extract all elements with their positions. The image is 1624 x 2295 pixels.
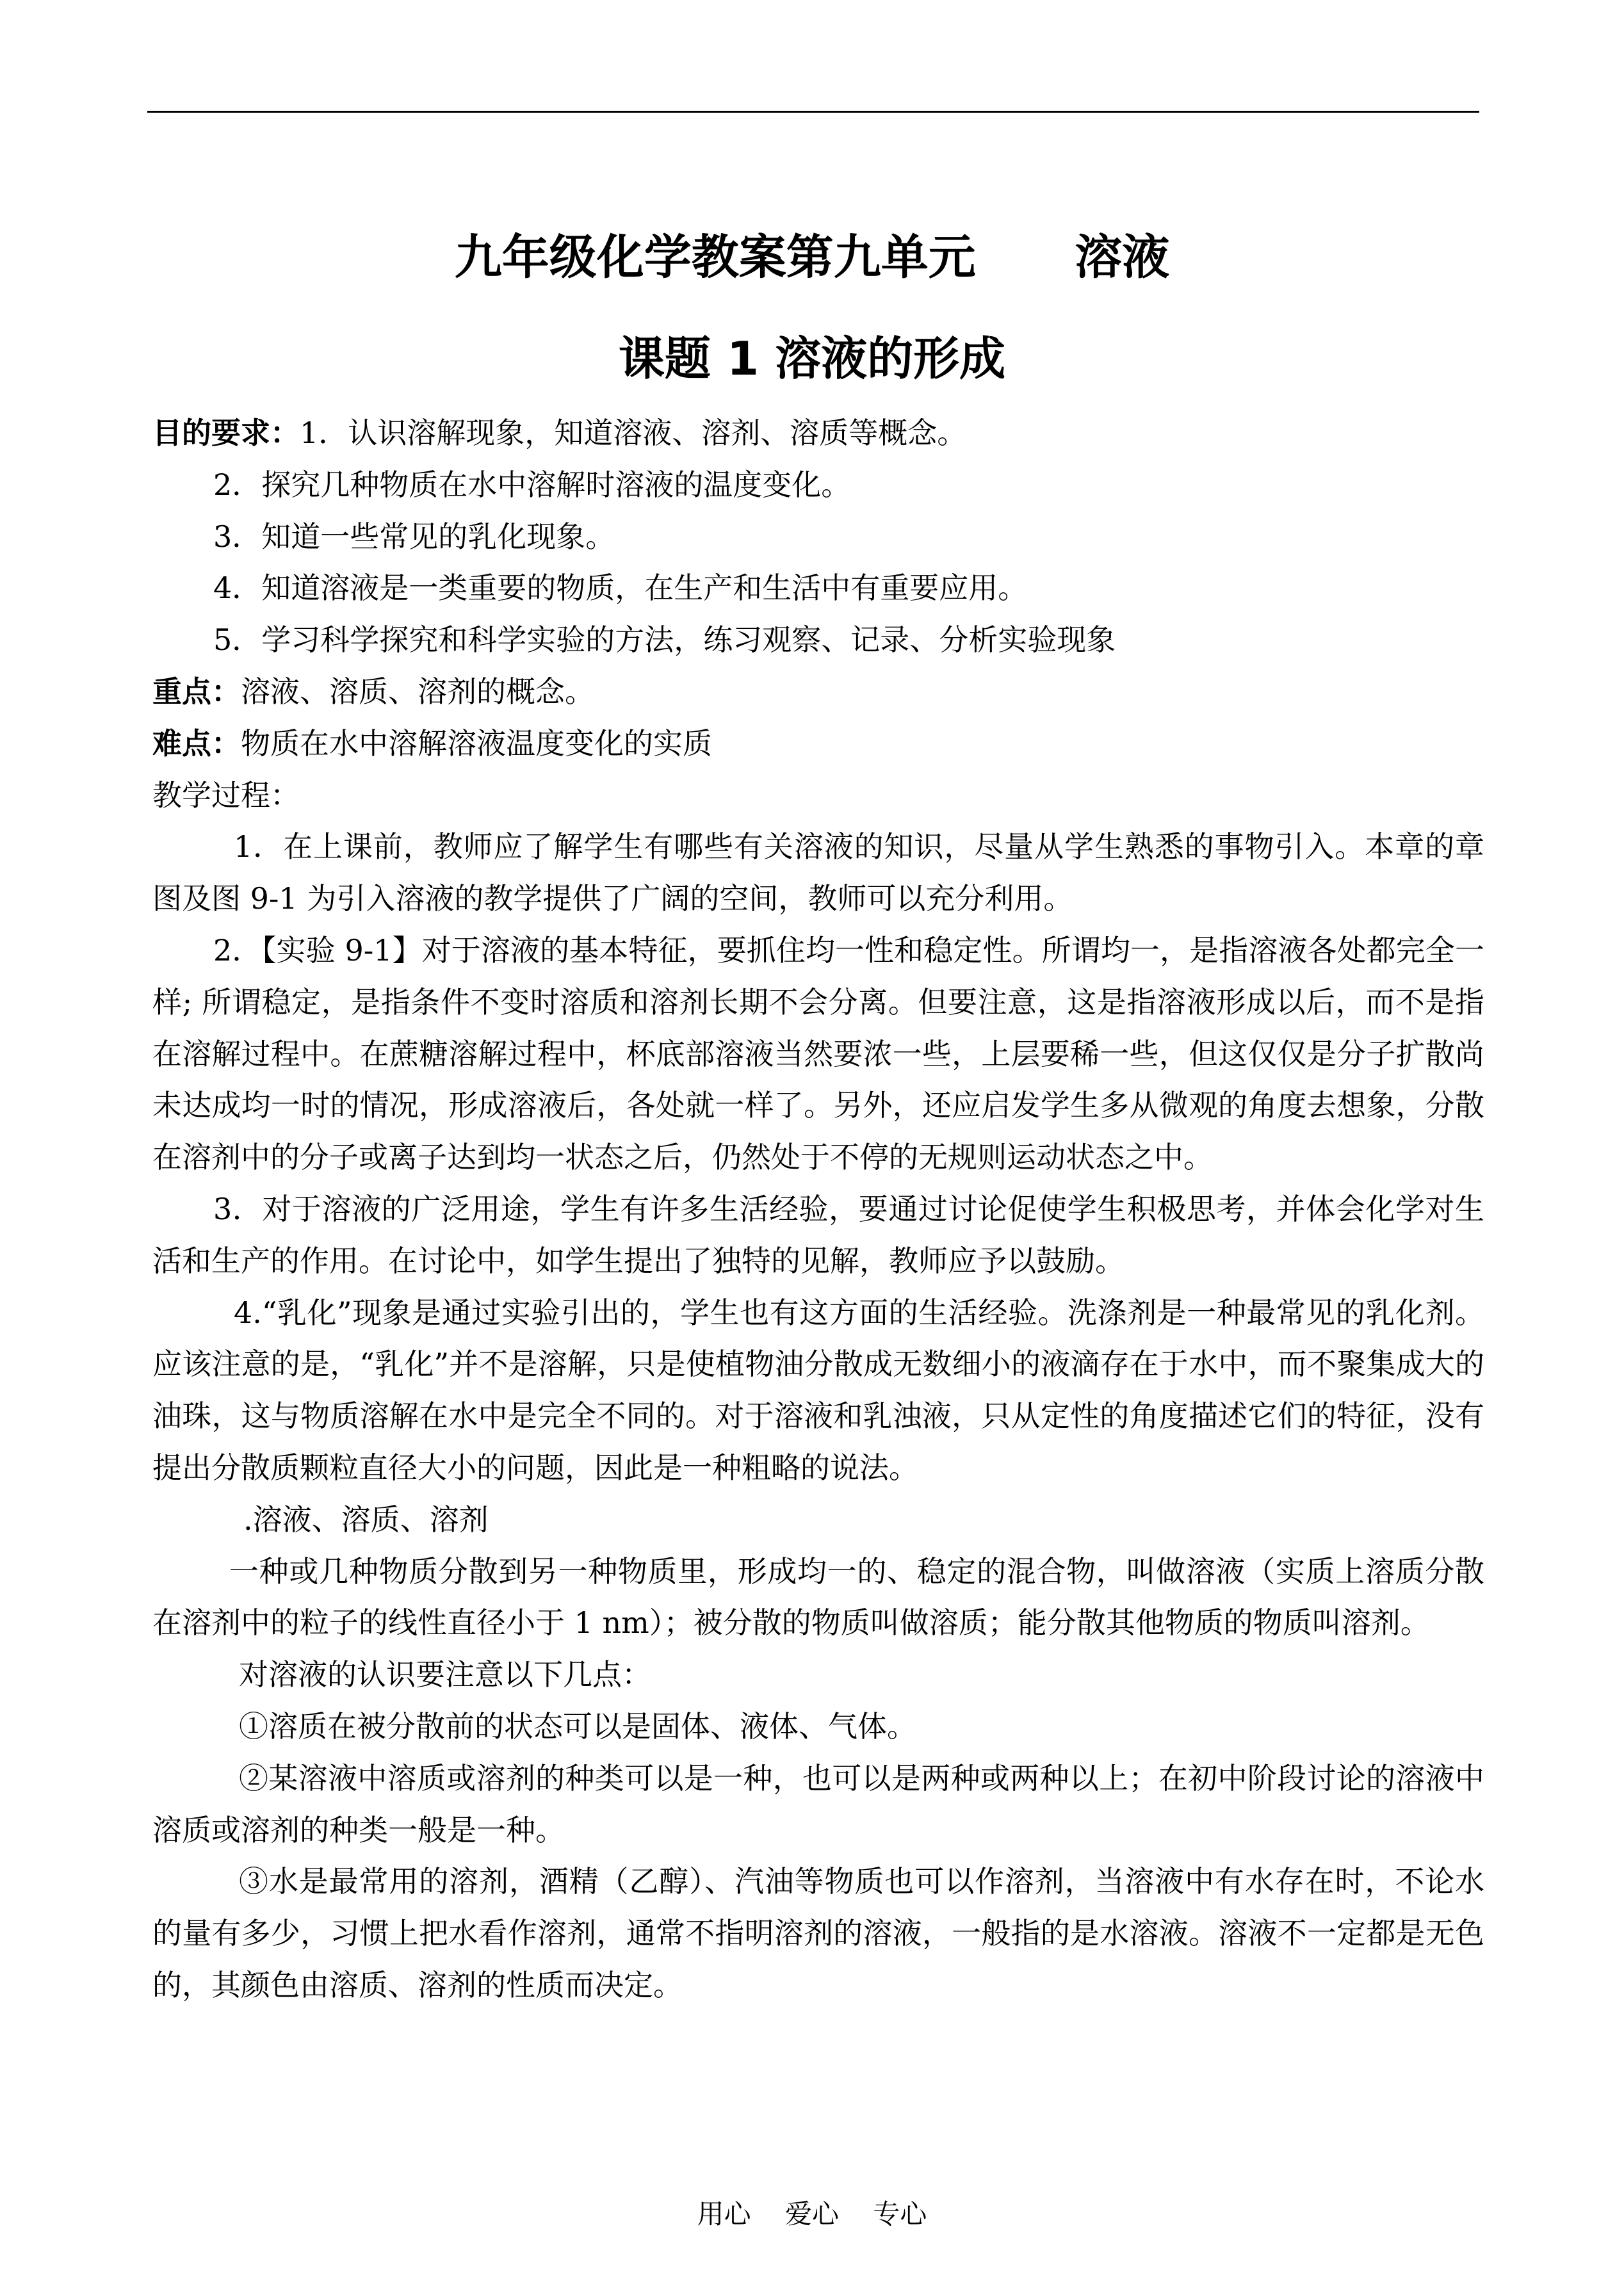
difficult-point-text: 物质在水中溶解溶液温度变化的实质	[241, 726, 712, 761]
definition-paragraph: 一种或几种物质分散到另一种物质里，形成均一的、稳定的混合物，叫做溶液（实质上溶质分散在溶剂中的粒子的线性直径小于 1 nm）；被分散的物质叫做溶质；能分散其他物质的物质叫溶剂。	[152, 1553, 1484, 1641]
note-item: ③水是最常用的溶剂，酒精（乙醇）、汽油等物质也可以作溶剂，当溶液中有水存在时，不论水的量有多少，习惯上把水看作溶剂，通常不指明溶剂的溶液，一般指的是水溶液。溶液不一定都是无色的，其颜色由溶质、溶剂的性质而决定。	[152, 1864, 1484, 2002]
difficult-point-label: 难点：	[152, 726, 241, 761]
process-paragraph: 4.“乳化”现象是通过实验引出的，学生也有这方面的生活经验。洗涤剂是一种最常见的乳化剂。应该注意的是，“乳化”并不是溶解，只是使植物油分散成无数细小的液滴存在于水中，而不聚集成大的油珠，这与物质溶解在水中是完全不同的。对于溶液和乳浊液，只从定性的角度描述它们的特征，没有提出分散质颗粒直径大小的问题，因此是一种粗略的说法。	[152, 1295, 1484, 1485]
page-footer: 用心 爱心 专心	[697, 2198, 927, 2230]
process-paragraph: 2．【实验 9-1】对于溶液的基本特征，要抓住均一性和稳定性。所谓均一，是指溶液各处都完全一样; 所谓稳定，是指条件不变时溶质和溶剂长期不会分离。但要注意，这是指溶液形成以后，而不是指在溶解过程中。在蔗糖溶解过程中，杯底部溶液当然要浓一些，上层要稀一些，但这仅仅是分子扩散尚未达成均一时的情况，形成溶液后，各处就一样了。另外，还应启发学生多从微观的角度去想象，分散在溶剂中的分子或离子达到均一状态之后，仍然处于不停的无规则运动状态之中。	[152, 932, 1484, 1175]
objectives-label: 目的要求：	[152, 416, 300, 450]
note-item: ②某溶液中溶质或溶剂的种类可以是一种，也可以是两种或两种以上；在初中阶段讨论的溶液中溶质或溶剂的种类一般是一种。	[152, 1760, 1484, 1847]
objective-item: 3．知道一些常见的乳化现象。	[213, 519, 615, 554]
objective-item: 4．知道溶液是一类重要的物质，在生产和生活中有重要应用。	[213, 571, 1028, 606]
objectives-line	[152, 407, 1484, 459]
note-item: ①溶质在被分散前的状态可以是固体、液体、气体。	[239, 1708, 916, 1744]
key-point-line	[152, 666, 1484, 718]
process-paragraph: 1．在上课前，教师应了解学生有哪些有关溶液的知识，尽量从学生熟悉的事物引入。本章的章图及图 9-1 为引入溶液的教学提供了广阔的空间，教师可以充分利用。	[152, 829, 1484, 916]
header-rule	[147, 111, 1479, 113]
difficult-point-line	[152, 718, 1484, 770]
objective-item: 5．学习科学探究和科学实验的方法，练习观察、记录、分析实验现象	[213, 622, 1116, 658]
section-heading: .溶液、溶质、溶剂	[243, 1502, 489, 1537]
process-paragraph: 3．对于溶液的广泛用途，学生有许多生活经验，要通过讨论促使学生积极思考，并体会化学对生活和生产的作用。在讨论中，如学生提出了独特的见解，教师应予以鼓励。	[152, 1191, 1484, 1278]
lesson-subtitle: 课题 1 溶液的形成	[618, 332, 1006, 385]
notes-intro: 对溶液的认识要注意以下几点：	[239, 1657, 651, 1692]
objective-item: 1．认识溶解现象，知道溶液、溶剂、溶质等概念。	[300, 416, 967, 450]
key-point-label: 重点：	[152, 674, 241, 709]
document-body	[152, 407, 1484, 2011]
document-title: 九年级化学教案第九单元 溶液	[454, 230, 1170, 285]
key-point-text: 溶液、溶质、溶剂的概念。	[241, 674, 594, 709]
objective-item: 2．探究几种物质在水中溶解时溶液的温度变化。	[213, 467, 851, 502]
process-label: 教学过程：	[152, 777, 300, 813]
